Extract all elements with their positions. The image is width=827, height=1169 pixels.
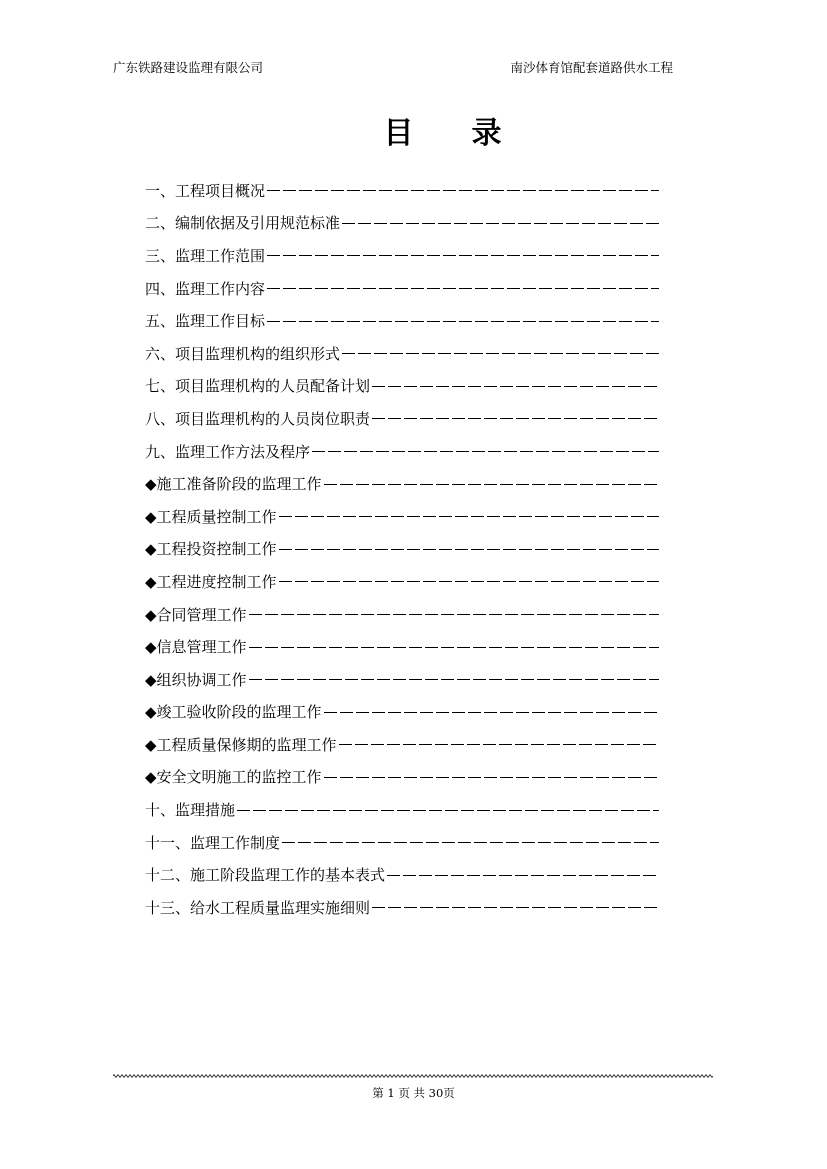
toc-leader	[372, 418, 659, 419]
toc-item	[145, 337, 659, 370]
toc-leader	[249, 614, 659, 615]
header-project: 南沙体育馆配套道路供水工程	[510, 60, 673, 75]
toc-leader	[249, 679, 659, 680]
toc-item	[145, 533, 659, 566]
toc-leader	[279, 516, 659, 517]
toc-leader	[267, 255, 659, 256]
toc-leader	[267, 190, 659, 191]
toc-item-label: 九、监理工作方法及程序	[145, 442, 311, 461]
toc-item	[145, 435, 659, 468]
toc-leader	[372, 907, 659, 908]
toc-leader	[237, 810, 659, 811]
toc-item-label: ◆组织协调工作	[145, 670, 247, 689]
toc-item-label: 二、编制依据及引用规范标准	[145, 214, 341, 233]
page-title: 目录	[383, 116, 560, 151]
header-company: 广东铁路建设监理有限公司	[113, 60, 264, 75]
toc-item-label: 五、监理工作目标	[145, 312, 266, 331]
toc-item	[145, 402, 659, 435]
toc-item	[145, 826, 659, 859]
toc-item	[145, 207, 659, 240]
toc-item	[145, 858, 659, 891]
toc-leader	[312, 451, 659, 452]
toc-leader	[282, 842, 659, 843]
toc-item	[145, 891, 659, 924]
toc-item-label: 十、监理措施	[145, 801, 236, 820]
footer-wavy-rule	[113, 1073, 713, 1079]
toc-item-label: 十二、施工阶段监理工作的基本表式	[145, 866, 386, 885]
toc-item	[145, 761, 659, 794]
toc-item-label: 四、监理工作内容	[145, 279, 266, 298]
toc-item-label: ◆施工准备阶段的监理工作	[145, 475, 322, 494]
toc-item	[145, 467, 659, 500]
table-of-contents	[145, 174, 659, 924]
toc-item-label: 一、工程项目概况	[145, 181, 266, 200]
toc-item	[145, 598, 659, 631]
toc-leader	[267, 288, 659, 289]
toc-item	[145, 728, 659, 761]
toc-item-label: ◆合同管理工作	[145, 605, 247, 624]
toc-leader	[324, 777, 659, 778]
toc-item-label: ◆信息管理工作	[145, 638, 247, 657]
toc-leader	[249, 647, 659, 648]
toc-item-label: 十一、监理工作制度	[145, 833, 281, 852]
toc-item-label: ◆竣工验收阶段的监理工作	[145, 703, 322, 722]
toc-item-label: 七、项目监理机构的人员配备计划	[145, 377, 371, 396]
toc-item-label: ◆工程投资控制工作	[145, 540, 277, 559]
toc-item-label: 十三、给水工程质量监理实施细则	[145, 898, 371, 917]
toc-leader	[324, 484, 659, 485]
toc-leader	[342, 223, 659, 224]
toc-item-label: 三、监理工作范围	[145, 246, 266, 265]
toc-item	[145, 630, 659, 663]
toc-leader	[387, 875, 659, 876]
toc-item	[145, 239, 659, 272]
toc-item-label: 八、项目监理机构的人员岗位职责	[145, 409, 371, 428]
toc-item	[145, 696, 659, 729]
toc-item-label: ◆工程质量保修期的监理工作	[145, 735, 337, 754]
toc-item	[145, 304, 659, 337]
toc-leader	[267, 321, 659, 322]
toc-item	[145, 174, 659, 207]
toc-leader	[339, 744, 659, 745]
toc-item	[145, 565, 659, 598]
toc-leader	[342, 353, 659, 354]
toc-item-label: ◆工程进度控制工作	[145, 572, 277, 591]
toc-item	[145, 793, 659, 826]
toc-leader	[279, 549, 659, 550]
toc-item	[145, 272, 659, 305]
toc-item-label: 六、项目监理机构的组织形式	[145, 344, 341, 363]
toc-leader	[279, 581, 659, 582]
toc-item-label: ◆工程质量控制工作	[145, 507, 277, 526]
toc-leader	[372, 386, 659, 387]
page-number: 第 1 页 共 30页	[372, 1086, 455, 1100]
toc-item	[145, 500, 659, 533]
toc-item	[145, 663, 659, 696]
toc-item-label: ◆安全文明施工的监控工作	[145, 768, 322, 787]
toc-leader	[324, 712, 659, 713]
toc-item	[145, 370, 659, 403]
